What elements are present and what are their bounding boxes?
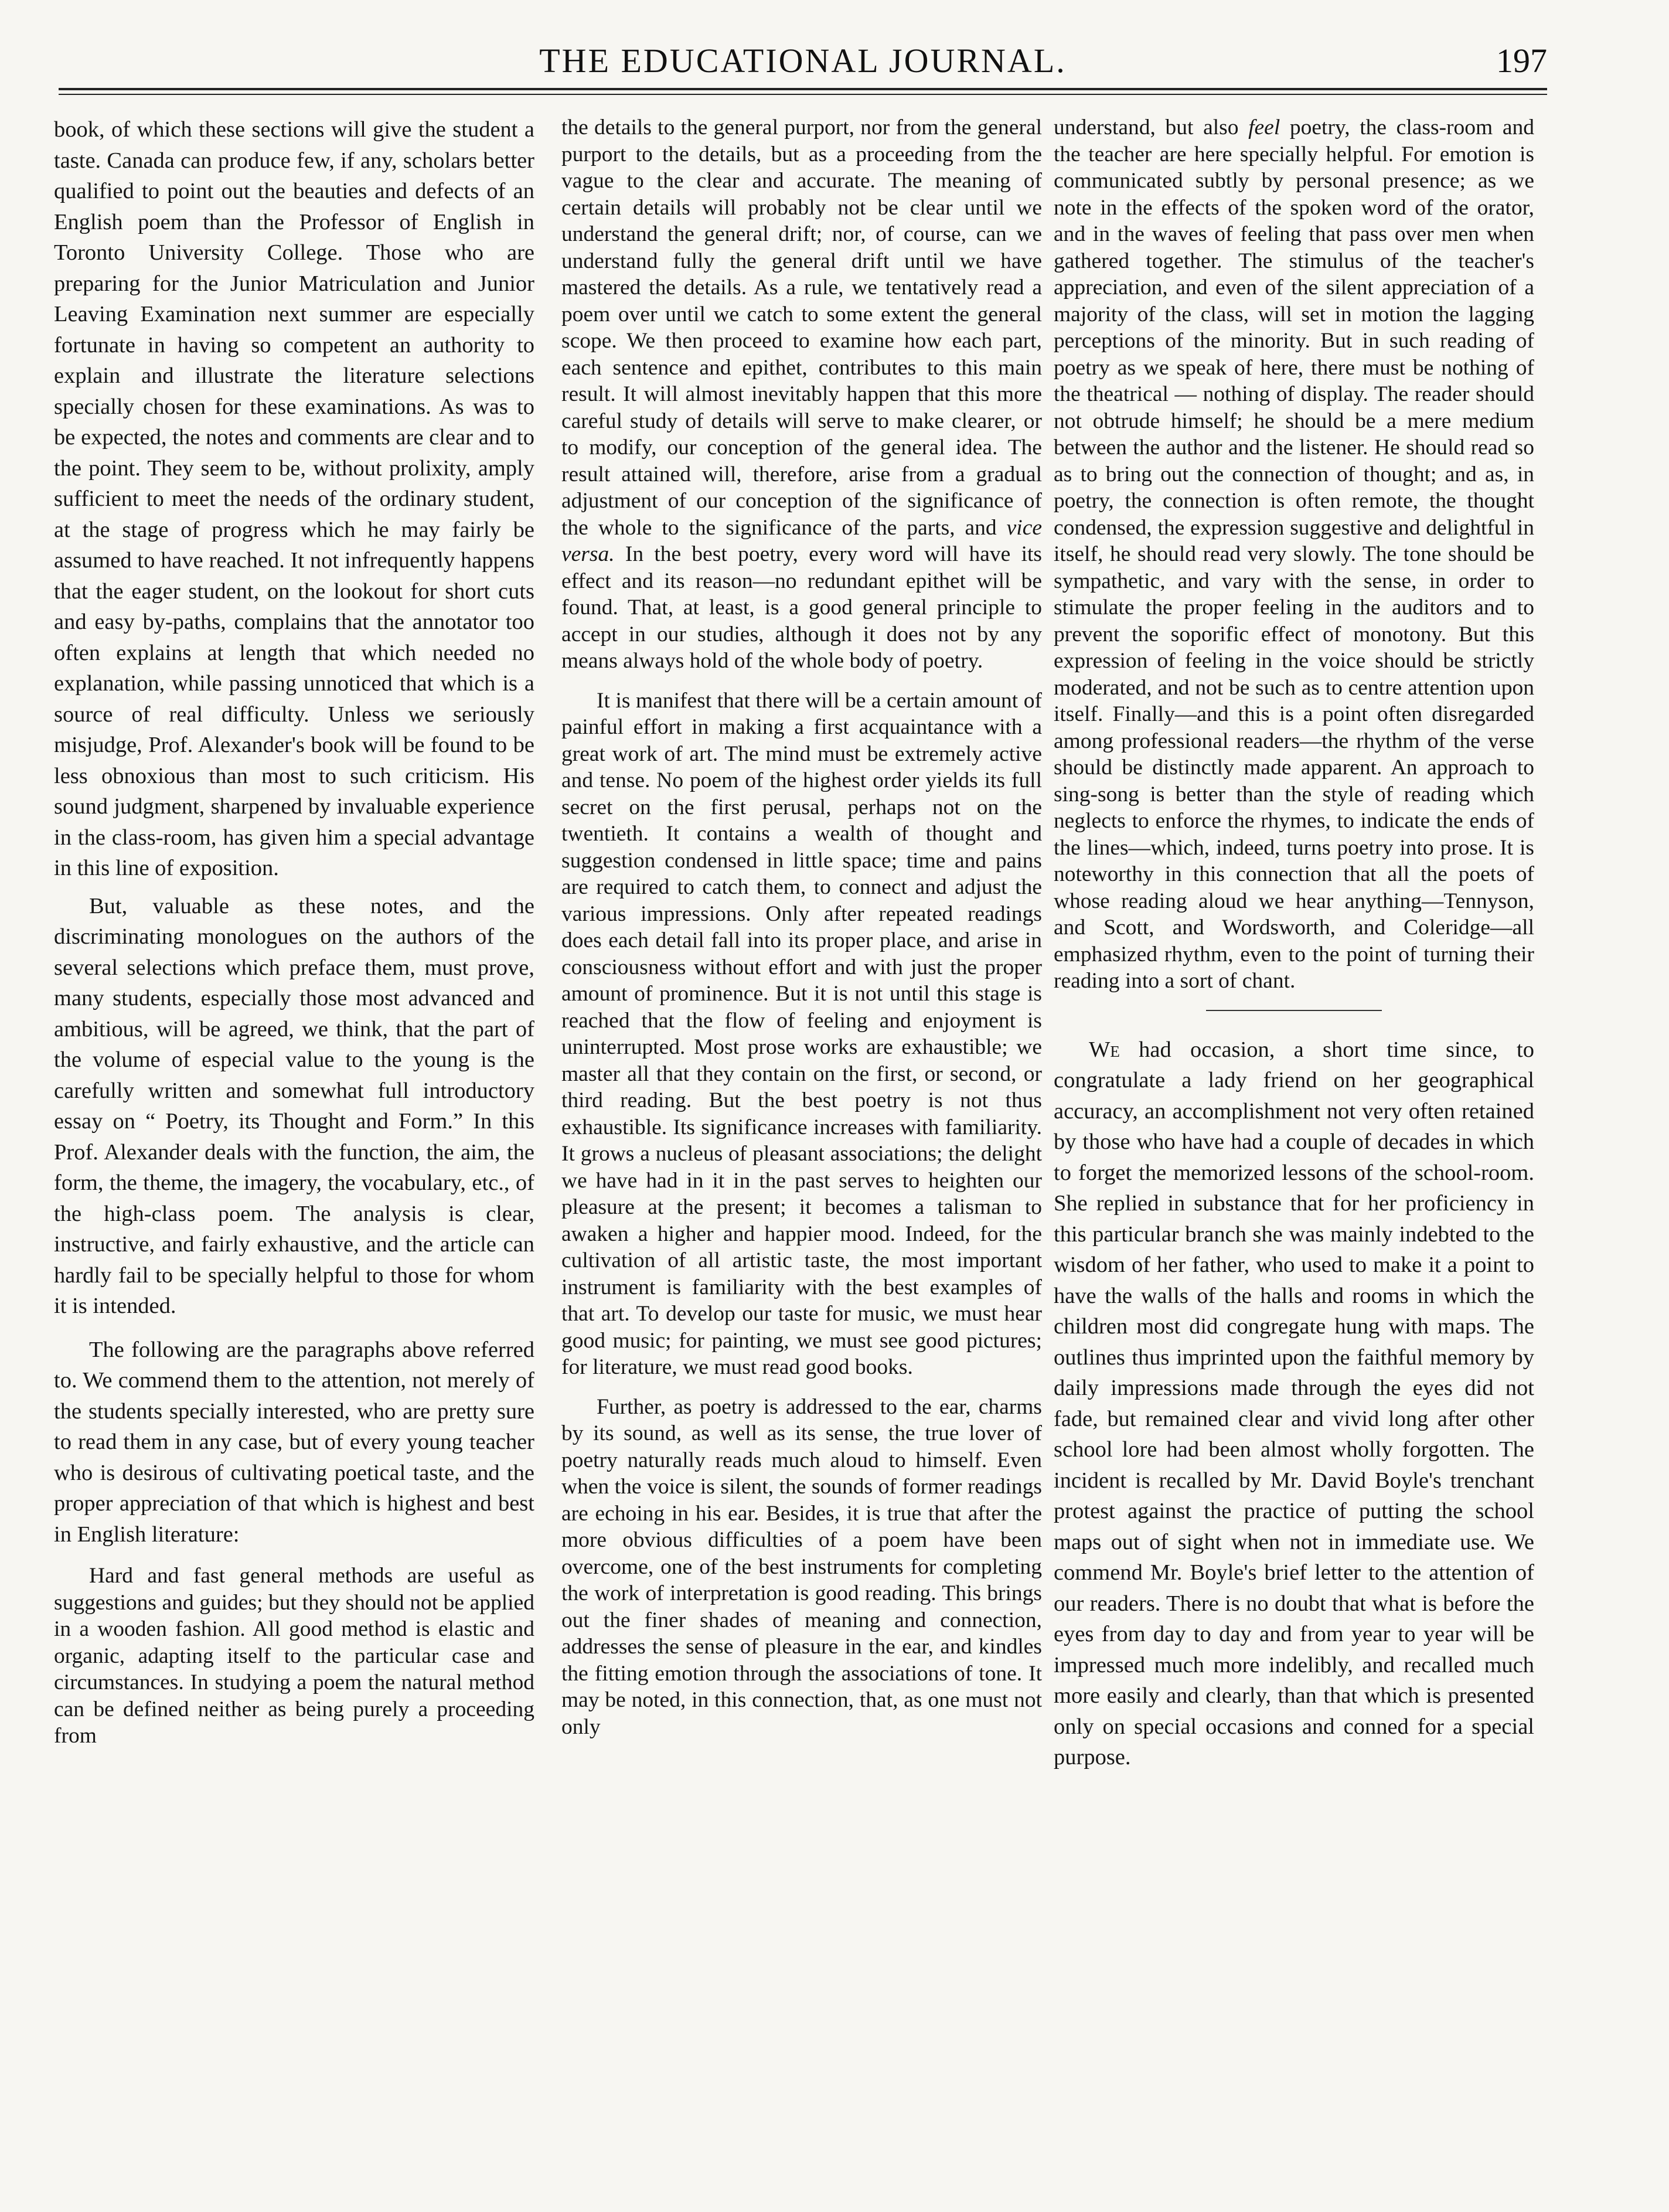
col2-p1-italic: vice versa. <box>561 515 1042 566</box>
col2-paragraph-3: Further, as poetry is addressed to the ear, charms by its sound, as well as its sense, the true lover of poetry naturally reads much aloud to himself. Even when the voice is silent, the sounds of former readings are echoing in his ear. Besides, it is true that after the more obvious difficulties of a poem have been overcome, one of the best instruments for completing the work of interpretation is good reading. This brings out the finer shades of meaning and connection, addresses the sense of pleasure in the ear, and kindles the fitting emotion through the associations of tone. It may be noted, in this connection, that, as one must not only <box>561 1394 1042 1739</box>
header-rule-thick <box>59 88 1547 90</box>
col3-p1-italic: feel <box>1248 115 1280 139</box>
col3-p1-text-a: understand, but also <box>1054 115 1239 139</box>
col2-paragraph-2: It is manifest that there will be a certain amount of painful effort in making a first acquaintance with a great work of art. The mind must be extremely active and tense. No poem of the highest order yields its full secret on the first perusal, perhaps not on the twentieth. It contains a wealth of thought and suggestion condensed in little space; time and pains are required to catch them, to connect and adjust the various impressions. Only after repeated readings does each detail fall into its proper place, and arise in consciousness without effort and with just the proper amount of prominence. But it is not until this stage is reached that the flow of feeling and enjoyment is uninterrupted. Most prose works are exhaustible; we master all that they contain on the first, or second, or third reading. But the best poetry is not thus exhaustible. Its significance increases with familiarity. It grows a nucleus of pleasant associations; the delight we have had in it in the past serves to heighten our pleasure at the present; it becomes a talisman to awaken a higher and happier mood. Indeed, for the cultivation of all artistic taste, the most important instrument is familiarity with the best examples of that art. To develop our taste for music, we must hear good music; for painting, we must see good pictures; for literature, we must read good books. <box>561 688 1042 1379</box>
col3-p2-lead: We <box>1089 1037 1120 1062</box>
column-2 <box>561 114 1042 2166</box>
col1-paragraph-2: But, valuable as these notes, and the discriminating monologues on the authors of the several selections which preface them, must prove, many students, especially those most advanced and ambitious, will be agreed, we think, that the part of the volume of especial value to the young is the carefully written and somewhat full introductory essay on “ Poetry, its Thought and Form.” In this Prof. Alexander deals with the function, the aim, the form, the theme, the imagery, the vocabulary, etc., of the high-class poem. The analysis is clear, instructive, and fairly exhaustive, and the article can hardly fail to be specially helpful to those for whom it is intended. <box>54 893 534 1318</box>
col2-paragraph-1 <box>561 114 1042 675</box>
col3-p1-text-b: poetry, the class-room and the teacher are here specially helpful. For emotion is communicated subtly by personal presence; as we note in the effects of the spoken word of the orator, and in the waves of feeling that pass over men when gathered together. The stimulus of the teacher's appreciation, and even of the silent appreciation of a majority of the class, will set in motion the lagging perceptions of the minority. But in such reading of poetry as we speak of here, there must be nothing of the theatrical — nothing of display. The reader should not obtrude himself; he should be a mere medium between the author and the listener. He should read so as to bring out the connection of thought; and as, in poetry, the connection is often remote, the thought condensed, the expression suggestive and delightful in itself, he should read very slowly. The tone should be sympathetic, and vary with the sense, in order to stimulate the proper feeling in the auditors and to prevent the soporific effect of monotony. But this expression of feeling in the voice should be strictly moderated, and not be such as to centre attention upon itself. Finally—and this is a point often disregarded among professional readers—the rhythm of the verse should be distinctly made apparent. An approach to sing-song is better than the style of reading which neglects to enforce the rhymes, to indicate the ends of the lines—which, indeed, turns poetry into prose. It is noteworthy in this connection that all the poets of whose reading aloud we hear anything—Tennyson, and Scott, and Wordsworth, and Coleridge—all emphasized rhythm, even to the point of turning their reading into a sort of chant. <box>1054 115 1534 993</box>
journal-title: THE EDUCATIONAL JOURNAL. <box>539 42 1067 80</box>
header-rule-thin <box>59 94 1547 95</box>
col1-paragraph-4: Hard and fast general methods are useful as suggestions and guides; but they should not be applied in a wooden fashion. All good method is elastic and organic, adapting itself to the particular case and circumstances. In studying a poem the natural method can be defined neither as being purely a proceeding from <box>54 1564 534 1748</box>
col3-paragraph-1 <box>1054 114 1534 995</box>
page-number: 197 <box>1496 42 1547 80</box>
column-1 <box>54 114 534 2166</box>
col3-paragraph-2 <box>1054 1034 1534 1773</box>
column-3 <box>1054 114 1534 2166</box>
section-divider <box>1206 1010 1382 1011</box>
col1-paragraph-3: The following are the paragraphs above referred to. We commend them to the attention, not merely of the students specially interested, who are pretty sure to read them in any case, but of every young teacher who is desirous of cultivating poetical taste, and the proper appreciation of that which is highest and best in English literature: <box>54 1337 534 1547</box>
col2-p1-text-b: In the best poetry, every word will have its effect and its reason—no redundant epithet will be found. That, at least, is a good general principle to accept in our studies, although it does not by any means always hold of the whole body of poetry. <box>561 542 1042 673</box>
col1-paragraph-1: book, of which these sections will give the student a taste. Canada can produce few, if any, scholars better qualified to point out the beauties and defects of an English poem than the Professor of English in Toronto University College. Those who are preparing for the Junior Matriculation and Junior Leaving Examination next summer are especially fortunate in having so competent an authority to explain and illustrate the literature selections specially chosen for these examinations. As was to be expected, the notes and comments are clear and to the point. They seem to be, without prolixity, amply sufficient to meet the needs of the ordinary student, at the stage of progress which he may fairly be assumed to have reached. It not infrequently happens that the eager student, on the lookout for short cuts and easy by-paths, complains that the annotator too often explains at length that which needed no explanation, while passing unnoticed that which is a source of real difficulty. Unless we seriously misjudge, Prof. Alexander's book will be found to be less obnoxious than most to such criticism. His sound judgment, sharpened by invaluable experience in the class-room, has given him a special advantage in this line of exposition. <box>54 117 534 880</box>
page-header <box>59 41 1547 94</box>
col2-p1-text-a: the details to the general purport, nor from the general purport to the details, but as a proceeding from the vague to the clear and accurate. The meaning of certain details will probably not be clear until we understand the general drift; nor, of course, can we understand fully the general drift until we have mastered the details. As a rule, we tentatively read a poem over until we catch to some extent the general scope. We then proceed to examine how each part, each sentence and epithet, contributes to this main result. It will almost inevitably happen that this more careful study of details will serve to make clearer, or to modify, our conception of the general idea. The result attained will, therefore, arise from a gradual adjustment of our conception of the significance of the whole to the significance of the parts, and <box>561 115 1042 540</box>
col3-p2-text: had occasion, a short time since, to congratulate a lady friend on her geographical accuracy, an accomplishment not very often retained by those who have had a couple of decades in which to forget the memorized lessons of the school-room. She replied in substance that for her proficiency in this particular branch she was mainly indebted to the wisdom of her father, who used to make it a point to have the walls of the halls and rooms in which the children most did congregate hung with maps. The outlines thus imprinted upon the faithful memory by daily impressions made through the eyes did not fade, but remained clear and vivid long after other school lore had been almost wholly forgotten. The incident is recalled by Mr. David Boyle's trenchant protest against the practice of putting the school maps out of sight when not in immediate use. We commend Mr. Boyle's brief letter to the attention of our readers. There is no doubt that what is before the eyes from day to day and from year to year will be impressed much more indelibly, and recalled much more easily and clearly, than that which is presented only on special occasions and conned for a special purpose. <box>1054 1037 1534 1769</box>
